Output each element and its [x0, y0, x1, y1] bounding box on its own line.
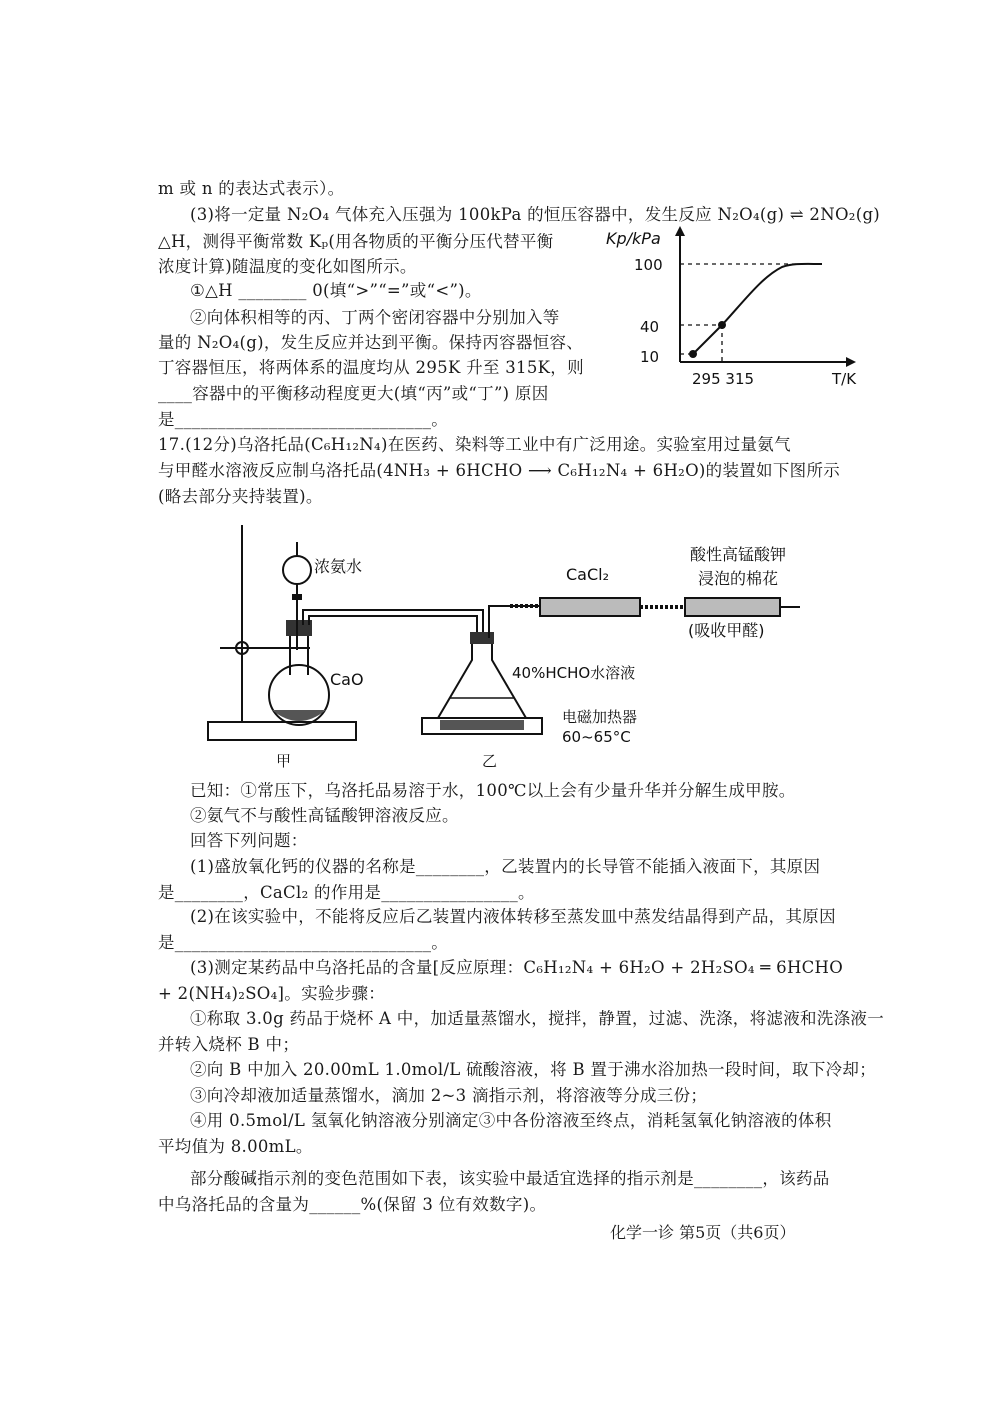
page-footer: 化学一诊 第5页（共6页） [610, 1223, 796, 1242]
kmno4-tube [685, 598, 780, 616]
point-315 [718, 321, 726, 329]
label-absorb: (吸收甲醛) [688, 621, 765, 640]
x-axis-label: T/K [832, 370, 857, 388]
q16-line2: △H，测得平衡常数 Kₚ(用各物质的平衡分压代替平衡 [158, 232, 554, 251]
conical-stopper [470, 632, 494, 644]
kp-curve [693, 264, 822, 354]
q17-line1: 17.(12分)乌洛托品(C₆H₁₂N₄)在医药、染料等工业中有广泛用途。实验室用过量氨气 [158, 435, 791, 454]
kp-temperature-graph [600, 222, 870, 390]
y-tick-40: 40 [640, 318, 660, 336]
known-2: ②氨气不与酸性高锰酸钾溶液反应。 [190, 806, 459, 825]
cacl2-tube [540, 598, 640, 616]
label-heater: 电磁加热器 [562, 708, 638, 726]
known-1: 已知：①常压下，乌洛托品易溶于水，100℃以上会有少量升华并分解生成甲胺。 [190, 781, 796, 800]
q16-line3: 浓度计算)随温度的变化如图所示。 [158, 257, 417, 276]
question-3-line2: + 2(NH₄)₂SO₄]。实验步骤： [158, 984, 386, 1003]
q16-line6: 量的 N₂O₄(g)，发生反应并达到平衡。保持丙容器恒容、 [158, 333, 584, 352]
stand-base-jia [208, 722, 356, 740]
indicator-question-line2: 中乌洛托品的含量为______%(保留 3 位有效数字)。 [158, 1195, 547, 1214]
label-temp: 60~65°C [562, 728, 631, 746]
q16-line4: ①△H ________ 0(填“>”“=”或“<”)。 [190, 281, 482, 300]
q16-line7: 丁容器恒压，将两体系的温度均从 295K 升至 315K，则 [158, 358, 584, 377]
q17-line3: (略去部分夹持装置)。 [158, 487, 323, 506]
point-295 [689, 350, 697, 358]
x-ticks: 295 315 [692, 370, 755, 388]
known-3: 回答下列问题： [190, 831, 308, 850]
y-tick-100: 100 [634, 256, 663, 274]
q17-line2: 与甲醛水溶液反应制乌洛托品(4NH₃ + 6HCHO ⟶ C₆H₁₂N₄ + 6H₂O)的装置如下图所示 [158, 461, 841, 480]
q16-line8: ____容器中的平衡移动程度更大(填“丙”或“丁”) 原因 [158, 384, 549, 403]
y-tick-10: 10 [640, 348, 660, 366]
question-1-line1: (1)盛放氧化钙的仪器的名称是________，乙装置内的长导管不能插入液面下，其原因 [190, 857, 821, 876]
q16-line0: m 或 n 的表达式表示）。 [158, 179, 345, 198]
label-kmno4-1: 酸性高锰酸钾 [690, 545, 787, 564]
step-3: ③向冷却液加适量蒸馏水，滴加 2~3 滴指示剂，将溶液等分成三份； [190, 1086, 708, 1105]
step-4-line2: 平均值为 8.00mL。 [158, 1137, 313, 1156]
y-axis-label: Kp/kPa [606, 229, 661, 248]
x-axis-arrow [846, 357, 856, 367]
delivery-tube-1 [303, 610, 483, 638]
label-ammonia: 浓氨水 [314, 557, 363, 576]
apparatus-diagram [200, 520, 820, 785]
q16-line1: (3)将一定量 N₂O₄ 气体充入压强为 100kPa 的恒压容器中，发生反应 N₂O₄(g) ⇌ 2NO₂(g) [190, 205, 881, 224]
step-1-line1: ①称取 3.0g 药品于烧杯 A 中，加适量蒸馏水，搅拌，静置，过滤、洗涤，将滤液和洗涤液一 [190, 1009, 884, 1028]
question-2-line2: 是______________________________。 [158, 933, 449, 952]
question-1-line2: 是________，CaCl₂ 的作用是________________。 [158, 883, 535, 902]
label-kmno4-2: 浸泡的棉花 [698, 569, 779, 588]
label-yi: 乙 [482, 752, 498, 770]
indicator-question-line1: 部分酸碱指示剂的变色范围如下表，该实验中最适宜选择的指示剂是________，该药品 [190, 1169, 830, 1188]
heater-plate [440, 720, 524, 730]
funnel-stopcock [292, 594, 302, 600]
y-axis-arrow [675, 226, 685, 236]
q16-line5: ②向体积相等的丙、丁两个密闭容器中分别加入等 [190, 308, 560, 327]
delivery-tube-2 [489, 606, 540, 638]
step-4-line1: ④用 0.5mol/L 氢氧化钠溶液分别滴定③中各份溶液至终点，消耗氢氧化钠溶液的体积 [190, 1111, 832, 1130]
q16-line9: 是______________________________。 [158, 410, 449, 429]
label-cao: CaO [330, 670, 364, 689]
question-2-line1: (2)在该实验中，不能将反应后乙装置内液体转移至蒸发皿中蒸发结晶得到产品，其原因 [190, 907, 836, 926]
label-cacl2: CaCl₂ [566, 565, 610, 584]
label-jia: 甲 [276, 752, 292, 770]
separatory-funnel [283, 556, 311, 584]
label-hcho: 40%HCHO水溶液 [512, 664, 636, 682]
question-3-line1: (3)测定某药品中乌洛托品的含量[反应原理：C₆H₁₂N₄ + 6H₂O + 2H₂SO₄ ═ 6HCHO [190, 958, 844, 977]
delivery-tube-1-inner [309, 616, 477, 638]
step-2: ②向 B 中加入 20.00mL 1.0mol/L 硫酸溶液，将 B 置于沸水浴加热一段时间，取下冷却； [190, 1060, 877, 1079]
step-1-line2: 并转入烧杯 B 中； [158, 1035, 300, 1054]
